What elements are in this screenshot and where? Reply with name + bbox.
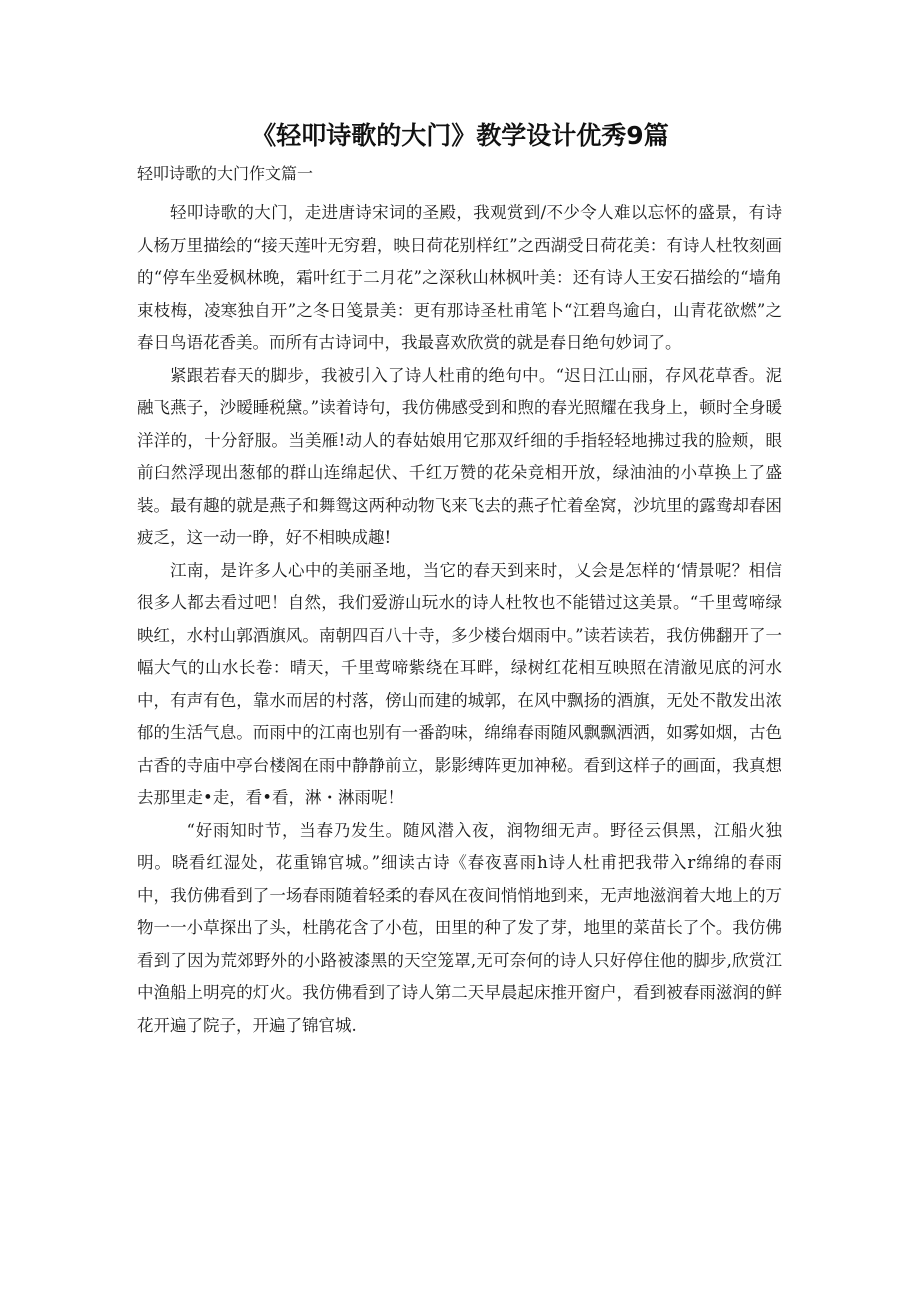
- section-heading: 轻叩诗歌的大门作文篇一: [137, 164, 314, 183]
- article-body: [137, 197, 782, 1042]
- paragraph-4: “好雨知时节，当春乃发生。随风潜入夜，润物细无声。野径云俱黑，江船火独明。晓看红湿处，花重锦官城。”细读古诗《春夜喜雨h诗人杜甫把我带入r绵绵的春雨中，我仿佛看到了一场春雨随着轻柔的春风在夜间悄悄地到来，无声地滋润着大地上的万物一一小草探出了头，杜鹃花含了小苞，田里的种了发了芽，地里的菜苗长了个。我仿佛看到了因为荒郊野外的小路被漆黑的天空笼罩,无可奈何的诗人只好停住他的脚步,欣赏江中渔船上明亮的灯火。我仿佛看到了诗人第二天早晨起床推开窗户，看到被春雨滋润的鲜花开遍了院子，开遍了锦官城.: [137, 820, 782, 1035]
- paragraph-3: 江南，是许多人心中的美丽圣地，当它的春天到来时，乂会是怎样的‘情景呢？相信很多人都去看过吧！自然，我们爱游山玩水的诗人杜牧也不能错过这美景。“千里莺啼绿映红，水村山郭酒旗风。南朝四百八十寺，多少楼台烟雨中。”读若读若，我仿佛翻开了一幅大气的山水长卷：晴天，千里莺啼紫绕在耳畔，绿树红花相互映照在清澈见底的河水中，有声有色，靠水而居的村落，傍山而建的城郭，在风中飘扬的酒旗，无处不散发出浓郁的生活气息。而雨中的江南也别有一番韵味，绵绵春雨随风飘飘洒洒，如雾如烟，古色古香的寺庙中亭台楼阁在雨中静静前立，影影缚阵更加神秘。看到这样子的画面，我真想去那里走•走，看•看，淋・淋雨呢！: [137, 560, 782, 807]
- document-title: 《轻叩诗歌的大门》教学设计优秀9篇: [251, 121, 669, 150]
- paragraph-1: 轻叩诗歌的大门，走进唐诗宋词的圣殿，我观赏到/不少令人难以忘怀的盛景，有诗人杨万里描绘的“接天莲叶无穷碧，映日荷花别样红”之西湖受日荷花美：有诗人杜牧刻画的“停车坐爱枫林晚，霜叶红于二月花”之深秋山林枫叶美：还有诗人王安石描绘的“墙角束枝梅，凌寒独自开”之冬日笺景美：更有那诗圣杜甫笔卜“江碧鸟逾白，山青花欲燃”之春日鸟语花香美。而所有古诗词中，我最喜欢欣赏的就是春日绝句妙词了。: [137, 203, 782, 352]
- paragraph-2: 紧跟若春天的脚步，我被引入了诗人杜甫的绝句中。“迟日江山丽，存风花草香。泥融飞燕子，沙暧睡税黛。”读着诗句，我仿佛感受到和煦的春光照耀在我身上，顿时全身暖洋洋的，十分舒服。当美雁!动人的春姑娘用它那双纤细的手指轻轻地拂过我的脸颊，眼前臼然浮现出葱郁的群山连绵起伏、千红万赞的花朵竞相开放，绿油油的小草换上了盛装。最有趣的就是燕子和舞鸳这两种动物飞来飞去的燕孑忙着垒窝，沙坑里的露鸯却春困疲乏，这一动一睁，好不相映成趣!: [137, 365, 782, 547]
